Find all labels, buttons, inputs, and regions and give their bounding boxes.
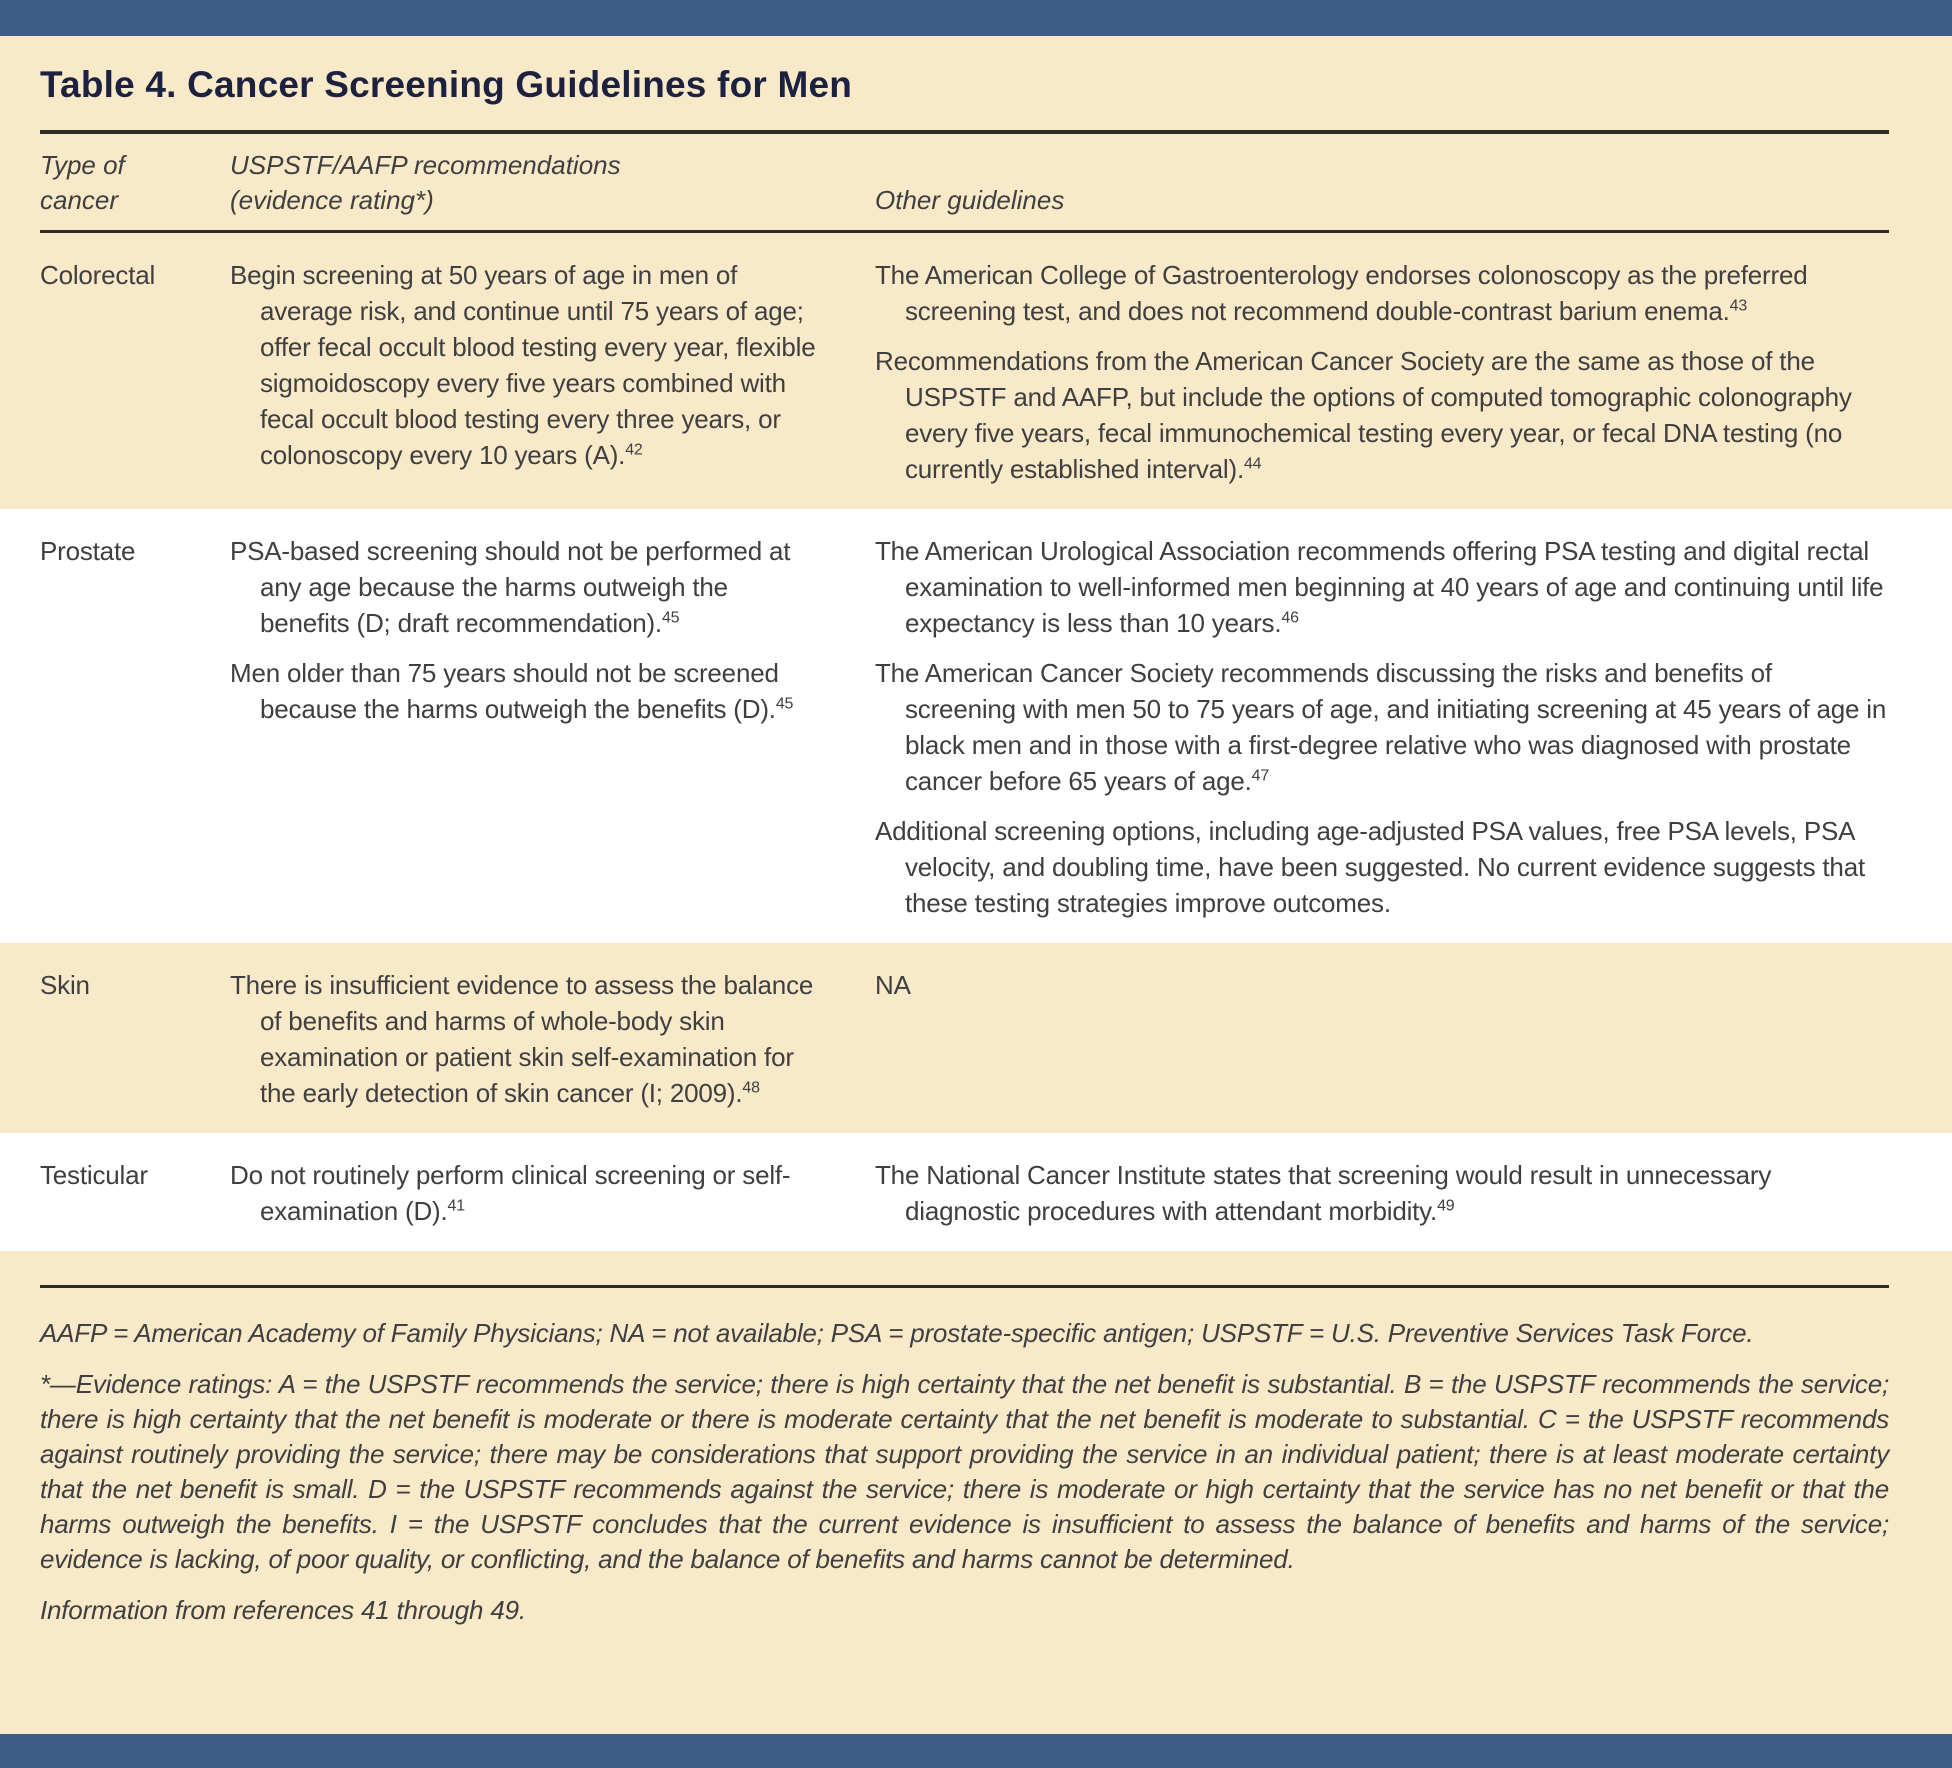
guideline-paragraph	[875, 533, 1889, 641]
footnote-source: Information from references 41 through 49.	[40, 1595, 526, 1625]
table-footnotes-section	[0, 1251, 1952, 1652]
reference-superscript: 46	[1281, 609, 1299, 627]
table-header-section	[40, 130, 1889, 233]
paragraph-text: Recommendations from the American Cancer Society are the same as those of the USPSTF and AAFP, but include the options of computed tomographic colonography every five years, fecal immunochemical testing every year, or fecal DNA testing (no currently established interval).	[875, 346, 1852, 484]
row-label: Prostate	[40, 536, 136, 566]
column-header-uspstf-recommendations: USPSTF/AAFP recommendations (evidence rating*)	[230, 150, 621, 215]
uspstf-cell	[230, 533, 875, 921]
table-row-testicular	[0, 1133, 1952, 1251]
paragraph-text: The National Cancer Institute states that screening would result in unnecessary diagnostic procedures with attendant morbidity.	[875, 1160, 1772, 1226]
top-border-bar	[0, 0, 1952, 36]
footnote-abbreviations: AAFP = American Academy of Family Physicians; NA = not available; PSA = prostate-specific antigen; USPSTF = U.S. Preventive Services Task Force.	[40, 1318, 1754, 1348]
recommendation-paragraph	[230, 655, 820, 727]
recommendation-paragraph	[230, 257, 820, 473]
reference-superscript: 42	[625, 441, 643, 459]
row-label: Colorectal	[40, 260, 156, 290]
table-row-colorectal	[0, 233, 1952, 509]
uspstf-cell	[230, 967, 875, 1111]
paragraph-text: Additional screening options, including age-adjusted PSA values, free PSA levels, PSA velocity, and doubling time, have been suggested. No current evidence suggests that these testing strategies improve outcomes.	[875, 816, 1865, 918]
guideline-paragraph	[875, 813, 1889, 921]
paragraph-text: The American Cancer Society recommends discussing the risks and benefits of screening with men 50 to 75 years of age, and initiating screening at 45 years of age in black men and in those with a first-degree relative who was diagnosed with prostate cancer before 65 years of age.	[875, 658, 1887, 796]
paragraph-text: Begin screening at 50 years of age in men of average risk, and continue until 75 years of age; offer fecal occult blood testing every year, flexible sigmoidoscopy every five years combined with fecal occult blood testing every three years, or colonoscopy every 10 years (A).	[230, 260, 816, 470]
paragraph-text: Do not routinely perform clinical screening or self-examination (D).	[230, 1160, 791, 1226]
paragraph-text: The American Urological Association recommends offering PSA testing and digital rectal examination to well-informed men beginning at 40 years of age and continuing until life expectancy is less than 10 years.	[875, 536, 1884, 638]
table-row-skin	[0, 943, 1952, 1133]
paragraph-text: The American College of Gastroenterology endorses colonoscopy as the preferred screening test, and does not recommend double-contrast barium enema.	[875, 260, 1808, 326]
reference-superscript: 44	[1243, 455, 1262, 473]
reference-superscript: 48	[742, 1079, 760, 1097]
guideline-paragraph	[875, 257, 1889, 329]
paragraph-text: There is insufficient evidence to assess the balance of benefits and harms of whole-body skin examination or patient skin self-examination for the early detection of skin cancer (I; 2009).	[230, 970, 814, 1108]
uspstf-cell	[230, 1157, 875, 1229]
reference-superscript: 45	[661, 609, 680, 627]
recommendation-paragraph	[230, 1157, 820, 1229]
paragraph-text: Men older than 75 years should not be screened because the harms outweigh the benefits (D).	[230, 658, 779, 724]
reference-superscript: 45	[775, 695, 794, 713]
paragraph-text: NA	[875, 970, 911, 1000]
table-header-row	[40, 134, 1889, 230]
other-guidelines-cell	[875, 533, 1889, 921]
guideline-paragraph	[875, 655, 1889, 799]
table-title: Table 4. Cancer Screening Guidelines for Men	[40, 64, 853, 105]
reference-superscript: 47	[1251, 767, 1270, 785]
reference-superscript: 49	[1437, 1197, 1455, 1215]
reference-superscript: 43	[1729, 297, 1748, 315]
guideline-paragraph	[875, 343, 1889, 487]
paragraph-text: PSA-based screening should not be performed at any age because the harms outweigh the benefits (D; draft recommendation).	[230, 536, 791, 638]
guideline-paragraph	[875, 967, 1889, 1003]
footnote-evidence-ratings: *—Evidence ratings: A = the USPSTF recommends the service; there is high certainty that the net benefit is substantial. B = the USPSTF recommends the service; there is high certainty that the net benefit is moderate or there is moderate certainty that the net benefit is moderate to substantial. C = the USPSTF recommends against routinely providing the service; there may be considerations that support providing the service in an individual patient; there is at least moderate certainty that the net benefit is small. D = the USPSTF recommends against the service; there is moderate or high certainty that the service has no net benefit or that the harms outweigh the benefits. I = the USPSTF concludes that the current evidence is insufficient to assess the balance of benefits and harms of the service; evidence is lacking, of poor quality, or conflicting, and the balance of benefits and harms cannot be determined.	[40, 1369, 1889, 1574]
recommendation-paragraph	[230, 967, 820, 1111]
uspstf-cell	[230, 257, 875, 487]
column-header-type-of-cancer: Type of cancer	[40, 150, 125, 215]
other-guidelines-cell	[875, 967, 1889, 1111]
other-guidelines-cell	[875, 1157, 1889, 1229]
row-label: Skin	[40, 970, 90, 1000]
guideline-paragraph	[875, 1157, 1889, 1229]
column-header-other-guidelines: Other guidelines	[875, 185, 1065, 215]
row-label: Testicular	[40, 1160, 148, 1190]
reference-superscript: 41	[447, 1197, 465, 1215]
table-row-prostate	[0, 509, 1952, 943]
footnote-rule	[40, 1285, 1889, 1288]
bottom-border-bar	[0, 1734, 1952, 1768]
recommendation-paragraph	[230, 533, 820, 641]
other-guidelines-cell	[875, 257, 1889, 487]
